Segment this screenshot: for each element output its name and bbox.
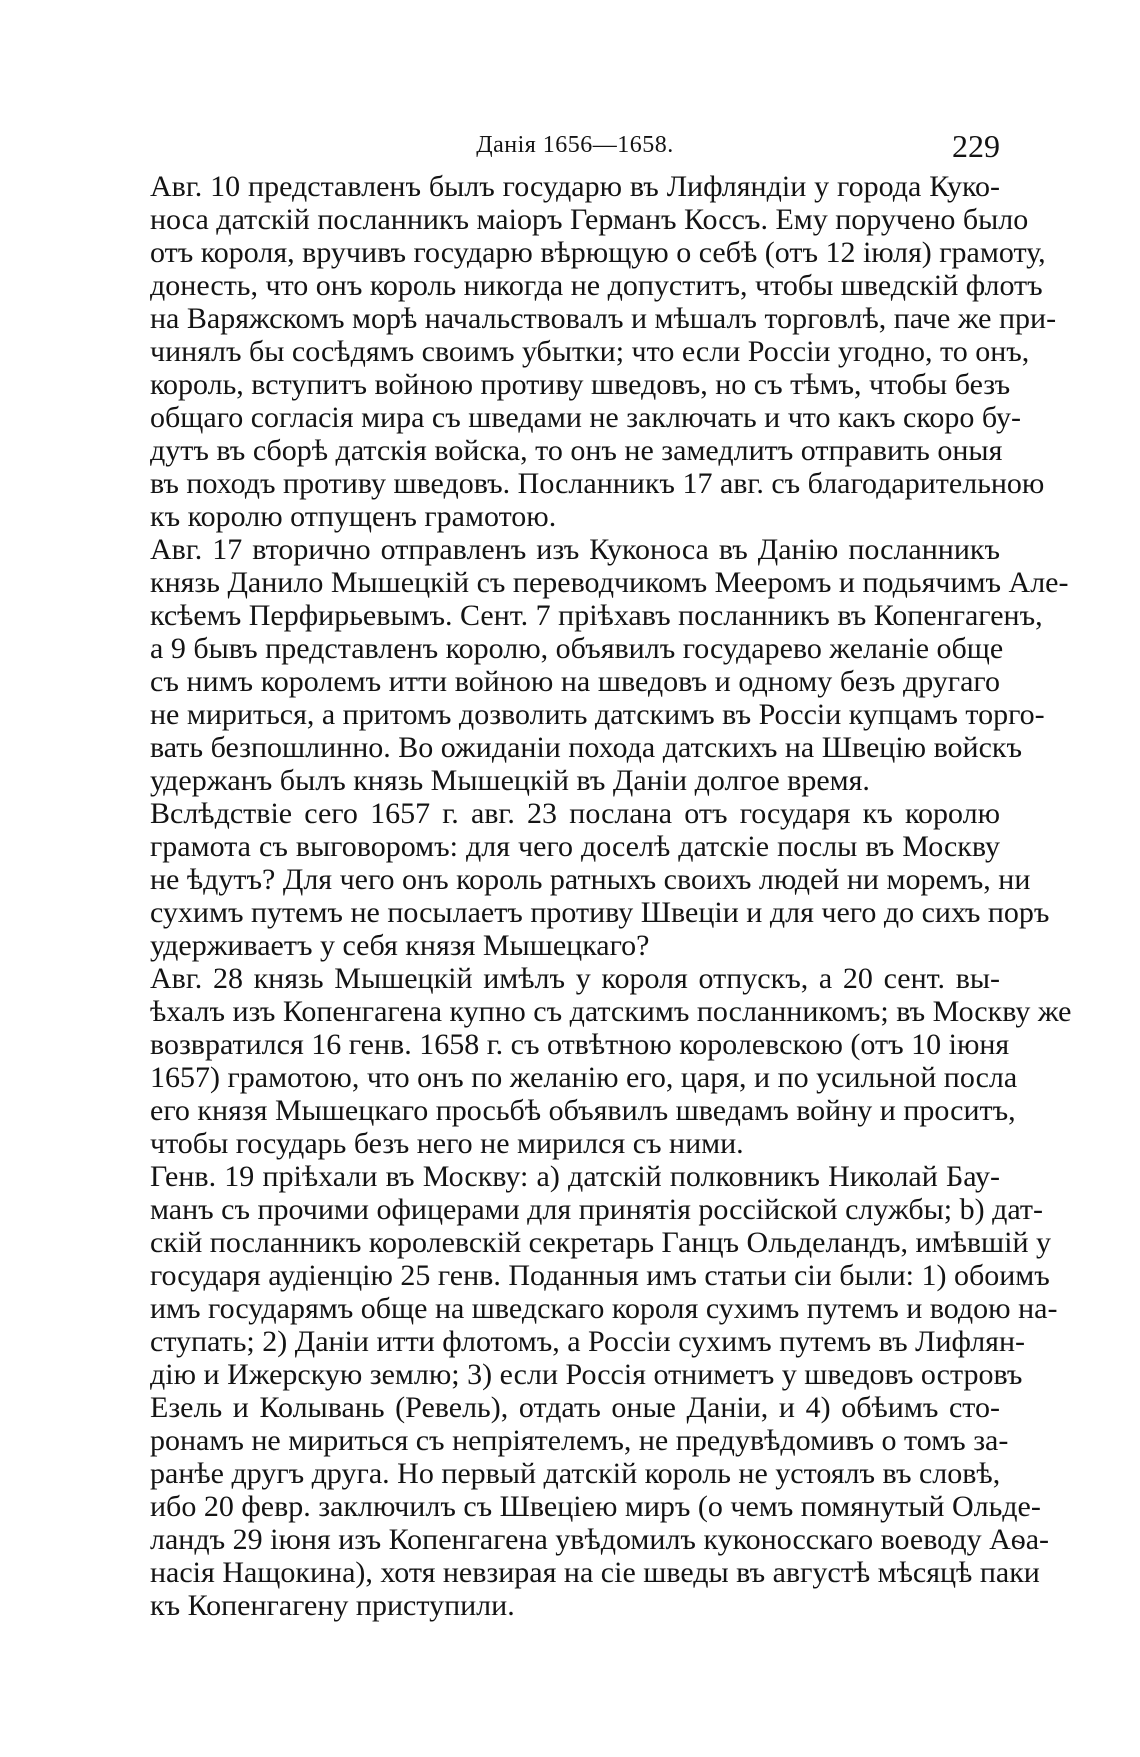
text-line: носа датскій посланникъ маіоръ Германъ Коссъ. Ему поручено было [150, 203, 1029, 236]
text-line: ронамъ не мириться съ непріятелемъ, не предувѣдомивъ о томъ за- [150, 1424, 1009, 1457]
text-line: сухимъ путемъ не посылаетъ противу Швеціи и для чего до сихъ поръ [150, 896, 1050, 929]
text-line: донесть, что онъ король никогда не допуститъ, чтобы шведскій флотъ [150, 269, 1043, 302]
text-line: ксѣемъ Перфирьевымъ. Сент. 7 пріѣхавъ посланникъ въ Копенгагенъ, [150, 599, 1043, 632]
text-line: Генв. 19 пріѣхали въ Москву: а) датскій полковникъ Николай Бау- [150, 1160, 1000, 1193]
body-text [150, 170, 1072, 1622]
text-line: Авг. 17 вторично отправленъ изъ Куконоса въ Данію посланникъ [150, 533, 1000, 566]
text-line: ранѣе другъ друга. Но первый датскій король не устоялъ въ словѣ, [150, 1457, 1001, 1490]
text-line: удерживаетъ у себя князя Мышецкаго? [150, 929, 650, 962]
text-line: а 9 бывъ представленъ королю, объявилъ государево желаніе обще [150, 632, 1004, 665]
text-line: отъ короля, вручивъ государю вѣрющую о себѣ (отъ 12 іюля) грамоту, [150, 236, 1046, 269]
text-line: имъ государямъ обще на шведскаго короля сухимъ путемъ и водою на- [150, 1292, 1058, 1325]
text-line: Авг. 10 представленъ былъ государю въ Лифляндіи у города Куко- [150, 170, 1000, 203]
text-line: съ нимъ королемъ итти войною на шведовъ и одному безъ другаго [150, 665, 1000, 698]
text-line: дутъ въ сборѣ датскія войска, то онъ не замедлитъ отправить оныя [150, 434, 1003, 467]
text-line: удержанъ былъ князь Мышецкій въ Даніи долгое время. [150, 764, 870, 797]
page-number: 229 [952, 128, 1000, 164]
text-line: грамота съ выговоромъ: для чего доселѣ датскіе послы въ Москву [150, 830, 1000, 863]
text-line: къ королю отпущенъ грамотою. [150, 500, 557, 533]
text-line: на Варяжскомъ морѣ начальствовалъ и мѣшалъ торговлѣ, паче же при- [150, 302, 1057, 335]
text-line: скій посланникъ королевскій секретарь Ганцъ Ольделандъ, имѣвшій у [150, 1226, 1052, 1259]
text-line: къ Копенгагену приступили. [150, 1589, 515, 1622]
text-line: вать безпошлинно. Во ожиданіи похода датскихъ на Швецію войскъ [150, 731, 1022, 764]
text-line: король, вступитъ войною противу шведовъ, но съ тѣмъ, чтобы безъ [150, 368, 1011, 401]
text-line: не мириться, а притомъ дозволить датскимъ въ Россіи купцамъ торго- [150, 698, 1045, 731]
text-line: Езель и Колывань (Ревель), отдать оные Даніи, и 4) обѣимъ сто- [150, 1391, 1000, 1424]
text-line: ѣхалъ изъ Копенгагена купно съ датскимъ посланникомъ; въ Москву же [150, 995, 1072, 1028]
text-line: общаго согласія мира съ шведами не заключать и что какъ скоро бу- [150, 401, 1022, 434]
text-line: Вслѣдствіе сего 1657 г. авг. 23 послана отъ государя къ королю [150, 797, 1000, 830]
text-line: чинялъ бы сосѣдямъ своимъ убытки; что если Россіи угодно, то онъ, [150, 335, 1030, 368]
text-line: возвратился 16 генв. 1658 г. съ отвѣтною королевскою (отъ 10 іюня [150, 1028, 1010, 1061]
text-line: Авг. 28 князь Мышецкій имѣлъ у короля отпускъ, а 20 сент. вы- [150, 962, 1000, 995]
paragraph [150, 1160, 1058, 1622]
paragraph [150, 170, 1057, 533]
text-line: дію и Ижерскую землю; 3) если Россія отниметъ у шведовъ островъ [150, 1358, 1023, 1391]
running-title: Данія 1656—1658. [476, 132, 674, 158]
text-line: князь Данило Мышецкій съ переводчикомъ Мееромъ и подьячимъ Але- [150, 566, 1069, 599]
page-header [150, 128, 1000, 168]
paragraph [150, 797, 1050, 962]
text-line: чтобы государь безъ него не мирился съ ними. [150, 1127, 744, 1160]
text-line: ибо 20 февр. заключилъ съ Швеціею миръ (о чемъ помянутый Ольде- [150, 1490, 1041, 1523]
text-line: 1657) грамотою, что онъ по желанію его, царя, и по усильной посла [150, 1061, 1018, 1094]
text-line: его князя Мышецкаго просьбѣ объявилъ шведамъ войну и проситъ, [150, 1094, 1016, 1127]
text-line: ступать; 2) Даніи итти флотомъ, а Россіи сухимъ путемъ въ Лифлян- [150, 1325, 1026, 1358]
paragraph [150, 962, 1072, 1160]
text-line: ландъ 29 іюня изъ Копенгагена увѣдомилъ куконосскаго воеводу Аѳа- [150, 1523, 1050, 1556]
text-line: въ походъ противу шведовъ. Посланникъ 17 авг. съ благодарительною [150, 467, 1045, 500]
text-line: не ѣдутъ? Для чего онъ король ратныхъ своихъ людей ни моремъ, ни [150, 863, 1031, 896]
text-line: насія Нащокина), хотя невзирая на сіе шведы въ августѣ мѣсяцѣ паки [150, 1556, 1040, 1589]
text-line: манъ съ прочими офицерами для принятія россійской службы; b) дат- [150, 1193, 1043, 1226]
paragraph [150, 533, 1069, 797]
text-line: государя аудіенцію 25 генв. Поданныя имъ статьи сіи были: 1) обоимъ [150, 1259, 1050, 1292]
